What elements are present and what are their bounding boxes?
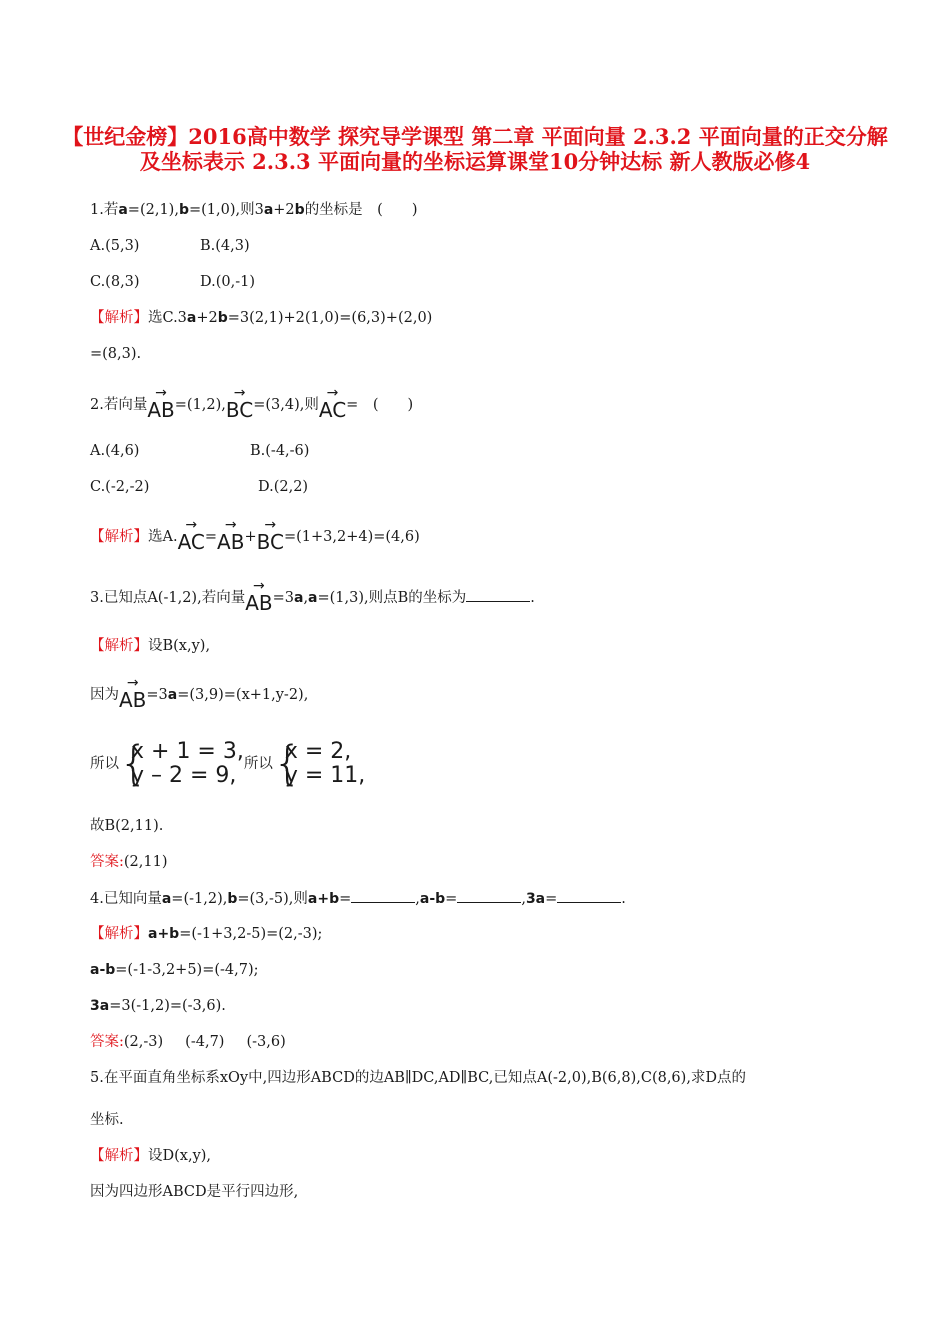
q3-solution-2: 因为 → AB=3a=(3,9)=(x+1,y-2), (90, 675, 309, 712)
q3-stem: 3.已知点A(-1,2),若向量 → AB=3a,a=(1,3),则点B的坐标为 . (90, 578, 535, 615)
q4-answer: 答案:(2,-3) (-4,7) (-3,6) (90, 1034, 286, 1050)
q5-solution: 【解析】设D(x,y), (90, 1148, 212, 1164)
q3-system: 所以 { x + 1 = 3, y – 2 = 9, 所以 { x = 2, y = 11, (90, 736, 366, 790)
solution-label: 【解析】 (90, 310, 148, 326)
q2-option-b: B.(-4,-6) (250, 443, 310, 459)
q2-option-c: C.(-2,-2) (90, 479, 150, 495)
q1-option-a: A.(5,3) (90, 238, 140, 254)
q1-stem: 1.若a=(2,1),b=(1,0),则3a+2b的坐标是 ( ) (90, 202, 418, 218)
vector-ab: → AB (147, 385, 175, 422)
q3-answer: 答案:(2,11) (90, 854, 168, 870)
q1-solution-cont: =(8,3). (90, 346, 142, 362)
q2-stem: 2.若向量 → AB=(1,2), → BC=(3,4),则 → AC= ( ) (90, 385, 414, 422)
q2-option-a: A.(4,6) (90, 443, 140, 459)
answer-blank (466, 587, 530, 602)
page-title: 【世纪金榜】2016高中数学 探究导学课型 第二章 平面向量 2.3.2 平面向量的正交分解及坐标表示 2.3.3 平面向量的坐标运算课堂10分钟达标 新人教版必修4 (62, 124, 888, 174)
q4-solution-3: 3a=3(-1,2)=(-3,6). (90, 998, 226, 1014)
q2-solution: 【解析】选A. → AC= → AB+ → BC=(1+3,2+4)=(4,6) (90, 517, 420, 554)
q5-stem: 5.在平面直角坐标系xOy中,四边形ABCD的边AB∥DC,AD∥BC,已知点A(-2,0),B(6,8),C(8,6),求D点的 (90, 1070, 747, 1086)
q4-solution-2: a-b=(-1-3,2+5)=(-4,7); (90, 962, 259, 978)
q1-option-c: C.(8,3) (90, 274, 140, 290)
q2-option-d: D.(2,2) (258, 479, 309, 495)
q4-stem: 4.已知向量a=(-1,2),b=(3,-5),则a+b= ,a-b= ,3a= . (90, 888, 626, 909)
q1-option-d: D.(0,-1) (200, 274, 255, 290)
q3-solution: 【解析】设B(x,y), (90, 638, 211, 654)
vector-ac: → AC (318, 385, 347, 422)
q1-option-b: B.(4,3) (200, 238, 250, 254)
q1-solution: 【解析】选C.3a+2b=3(2,1)+2(1,0)=(6,3)+(2,0) (90, 310, 433, 326)
q4-solution: 【解析】a+b=(-1+3,2-5)=(2,-3); (90, 926, 323, 942)
q3-conclusion: 故B(2,11). (90, 818, 164, 834)
q5-stem-cont: 坐标. (90, 1112, 124, 1128)
vector-bc: → BC (225, 385, 254, 422)
q5-solution-2: 因为四边形ABCD是平行四边形, (90, 1184, 299, 1200)
